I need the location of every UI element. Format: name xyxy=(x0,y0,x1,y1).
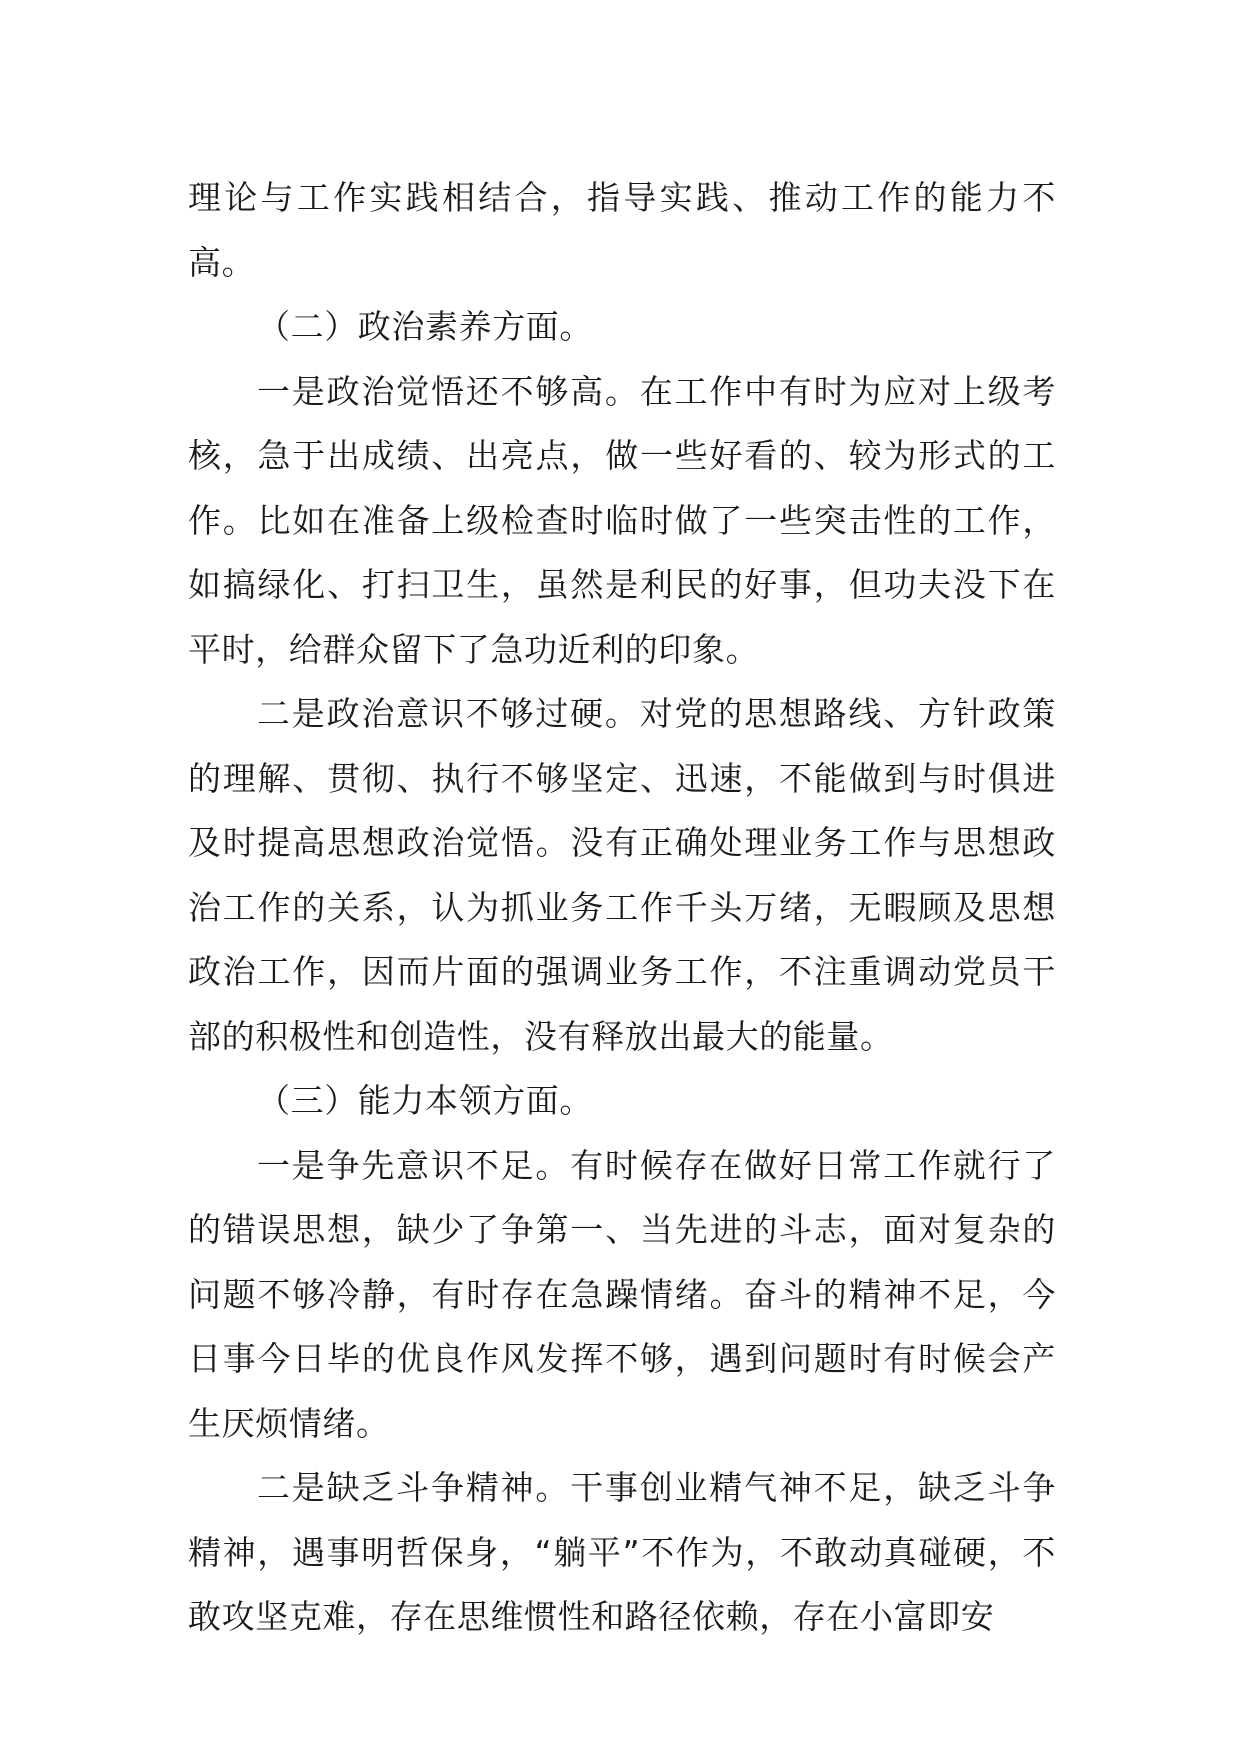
section-heading-political-literacy: （二）政治素养方面。 xyxy=(257,307,593,346)
paragraph-competitive-awareness: 一是争先意识不足。有时候存在做好日常工作就行了的错误思想，缺少了争第一、当先进的斗志，面对复杂的问题不够冷静，有时存在急躁情绪。奋斗的精神不足，今日事今日毕的优良作风发挥不够，遇到问题时有时候会产生厌烦情绪。 xyxy=(188,1145,1056,1443)
document-body xyxy=(188,166,1056,1650)
paragraph-fighting-spirit: 二是缺乏斗争精神。干事创业精气神不足，缺乏斗争精神，遇事明哲保身，“躺平”不作为，不敢动真碰硬，不敢攻坚克难，存在思维惯性和路径依赖，存在小富即安 xyxy=(188,1468,1056,1636)
section-heading-capability: （三）能力本领方面。 xyxy=(257,1081,593,1120)
paragraph-political-awareness: 一是政治觉悟还不够高。在工作中有时为应对上级考核，急于出成绩、出亮点，做一些好看的、较为形式的工作。比如在准备上级检查时临时做了一些突击性的工作，如搞绿化、打扫卫生，虽然是利民的好事，但功夫没下在平时，给群众留下了急功近利的印象。 xyxy=(188,371,1056,669)
paragraph-continuation: 理论与工作实践相结合，指导实践、推动工作的能力不高。 xyxy=(188,178,1056,282)
paragraph-political-consciousness: 二是政治意识不够过硬。对党的思想路线、方针政策的理解、贯彻、执行不够坚定、迅速，不能做到与时俱进及时提高思想政治觉悟。没有正确处理业务工作与思想政治工作的关系，认为抓业务工作千头万绪，无暇顾及思想政治工作，因而片面的强调业务工作，不注重调动党员干部的积极性和创造性，没有释放出最大的能量。 xyxy=(188,694,1056,1056)
